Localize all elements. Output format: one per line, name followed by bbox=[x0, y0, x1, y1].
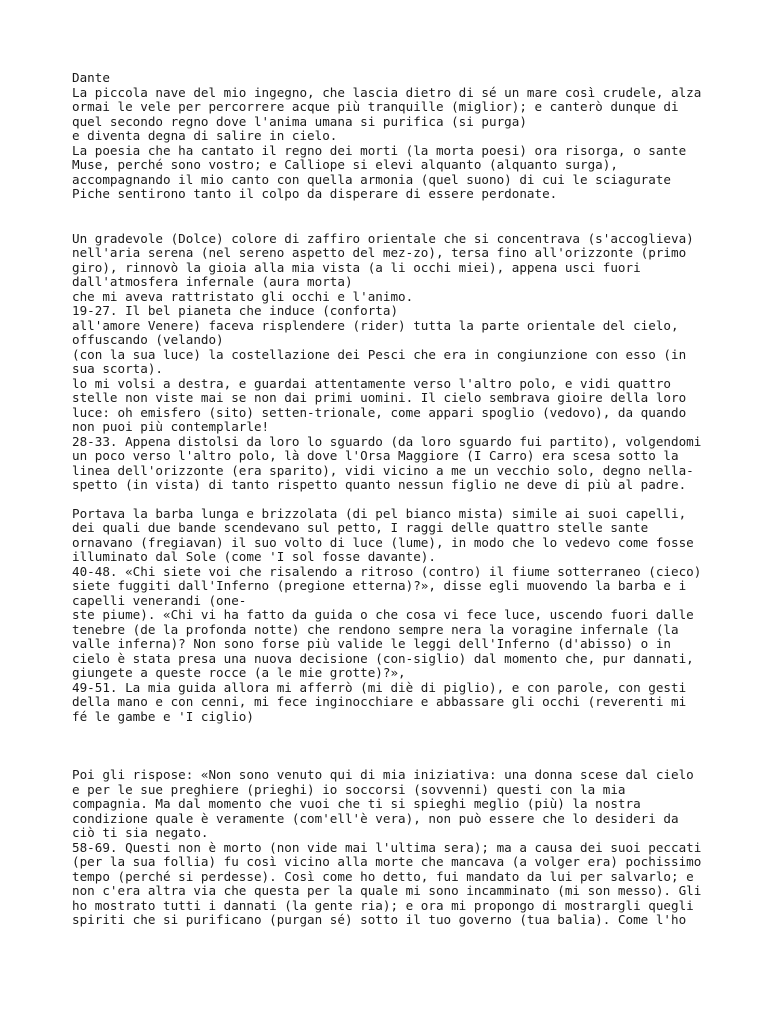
text-line: sua scorta). bbox=[72, 361, 163, 376]
text-line: compagnia. Ma dal momento che vuoi che ti si spieghi meglio (più) la nostra bbox=[72, 796, 641, 811]
text-line: luce: oh emisfero (sito) setten-trionale, come appari spoglio (vedovo), da quando bbox=[72, 404, 687, 420]
text-line: lo mi volsi a destra, e guardai attentamente verso l'altro polo, e vidi quattro bbox=[72, 375, 671, 391]
text-line: non c'era altra via che questa per la quale mi sono incamminato (mi son messo). Gli bbox=[72, 883, 702, 898]
text-line: La poesia che ha cantato il regno dei morti (la morta poesi) ora risorga, o sante bbox=[72, 142, 687, 158]
paragraph bbox=[72, 768, 712, 928]
text-line: accompagnando il mio canto con quella armonia (quel suono) di cui le sciagurate bbox=[72, 171, 671, 187]
paragraph bbox=[72, 232, 712, 493]
text-line: un poco verso l'altro polo, là dove l'Orsa Maggiore (I Carro) era scesa sotto la bbox=[72, 448, 679, 463]
text-line: all'amore Venere) faceva risplendere (rider) tutta la parte orientale del cielo, bbox=[72, 317, 679, 333]
text-line: stelle non viste mai se non dai primi uomini. Il cielo sembrava gioire della loro bbox=[72, 390, 687, 405]
text-line: Dante bbox=[72, 70, 110, 85]
text-line: Poi gli rispose: «Non sono venuto qui di mia iniziativa: una donna scese dal cielo bbox=[72, 767, 694, 782]
text-line: tenebre (de la profonda notte) che rendono sempre nera la voragine infernale (la bbox=[72, 621, 679, 637]
text-line: nell'aria serena (nel sereno aspetto del mez-zo), tersa fino all'orizzonte (primo bbox=[72, 245, 687, 260]
text-line: fé le gambe e 'I ciglio) bbox=[72, 708, 254, 724]
text-line: 58-69. Questi non è morto (non vide mai l'ultima sera); ma a causa dei suoi peccati bbox=[72, 839, 702, 855]
text-line: offuscando (velando) bbox=[72, 332, 224, 347]
text-line: che mi aveva rattristato gli occhi e l'animo. bbox=[72, 288, 414, 304]
text-line: 40-48. «Chi siete voi che risalendo a ritroso (contro) il fiume sotterraneo (cieco) bbox=[72, 563, 702, 579]
text-line: Piche sentirono tanto il colpo da disperare di essere perdonate. bbox=[72, 186, 558, 201]
text-line: e per le sue preghiere (prieghi) io soccorsi (sovvenni) questi con la mia bbox=[72, 781, 626, 797]
text-line: non puoi più contemplarle! bbox=[72, 419, 270, 434]
text-line: giungete a queste rocce (a le mie grotte)?», bbox=[72, 665, 406, 680]
text-line: giro), rinnovò la gioia alla mia vista (a li occhi miei), appena usci fuori bbox=[72, 259, 641, 275]
text-line: e diventa degna di salire in cielo. bbox=[72, 128, 338, 143]
text-line: 49-51. La mia guida allora mi afferrò (mi diè di piglio), e con parole, con gesti bbox=[72, 679, 687, 695]
text-line: La piccola nave del mio ingegno, che lascia dietro di sé un mare così crudele, alza bbox=[72, 84, 702, 100]
text-line: dall'atmosfera infernale (aura morta) bbox=[72, 274, 353, 289]
text-line: ormai le vele per percorrere acque più tranquille (miglior); e canterò dunque di bbox=[72, 99, 679, 114]
text-line: (per la sua follia) fu così vicino alla morte che mancava (a volger era) pochissimo bbox=[72, 854, 702, 869]
document-page bbox=[72, 71, 712, 928]
text-line: della mano e con cenni, mi fece inginocchiare e abbassare gli occhi (reverenti mi bbox=[72, 694, 687, 709]
text-line: linea dell'orizzonte (era sparito), vidi vicino a me un vecchio solo, degno nella- bbox=[72, 462, 694, 478]
text-line: spiriti che si purificano (purgan sé) sotto il tuo governo (tua balia). Come l'ho bbox=[72, 912, 687, 927]
text-line: (con la sua luce) la costellazione dei Pesci che era in congiunzione con esso (in bbox=[72, 346, 687, 362]
text-line: Muse, perché sono vostro; e Calliope si elevi alquanto (alquanto surga), bbox=[72, 157, 618, 172]
text-line: cielo è stata presa una nuova decisione (con-siglio) dal momento che, pur dannati, bbox=[72, 650, 694, 666]
text-line: condizione quale è veramente (com'ell'è vera), non può essere che lo desideri da bbox=[72, 810, 679, 826]
text-line: capelli venerandi (one- bbox=[72, 592, 247, 608]
text-line: ornavano (fregiavan) il suo volto di luce (lume), in modo che lo vedevo come fosse bbox=[72, 534, 694, 550]
text-line: 19-27. Il bel pianeta che induce (conforta) bbox=[72, 303, 399, 318]
text-line: ho mostrato tutti i dannati (la gente ria); e ora mi propongo di mostrargli quegli bbox=[72, 897, 694, 913]
text-line: quel secondo regno dove l'anima umana si purifica (si purga) bbox=[72, 113, 527, 129]
text-line: 28-33. Appena distolsi da loro lo sguardo (da loro sguardo fui partito), volgendomi bbox=[72, 433, 702, 449]
text-line: valle inferna)? Non sono forse più valide le leggi dell'Inferno (d'abisso) o in bbox=[72, 636, 671, 651]
text-line: tempo (perché si perdesse). Così come ho detto, fui mandato da lui per salvarlo; e bbox=[72, 868, 694, 884]
paragraph bbox=[72, 507, 712, 725]
text-line: illuminato dal Sole (come 'I sol fosse davante). bbox=[72, 549, 436, 564]
text-line: Un gradevole (Dolce) colore di zaffiro orientale che si concentrava (s'accoglieva) bbox=[72, 230, 694, 246]
text-line: spetto (in vista) di tanto rispetto quanto nessun figlio ne deve di più al padre. bbox=[72, 477, 687, 492]
text-line: ste piume). «Chi vi ha fatto da guida o che cosa vi fece luce, uscendo fuori dalle bbox=[72, 607, 694, 622]
text-line: Portava la barba lunga e brizzolata (di pel bianco mista) simile ai suoi capelli, bbox=[72, 505, 687, 521]
paragraph bbox=[72, 71, 712, 202]
text-line: ciò ti sia negato. bbox=[72, 825, 209, 840]
text-line: siete fuggiti dall'Inferno (pregione etterna)?», disse egli muovendo la barba e i bbox=[72, 578, 687, 593]
text-line: dei quali due bande scendevano sul petto, I raggi delle quattro stelle sante bbox=[72, 520, 649, 535]
